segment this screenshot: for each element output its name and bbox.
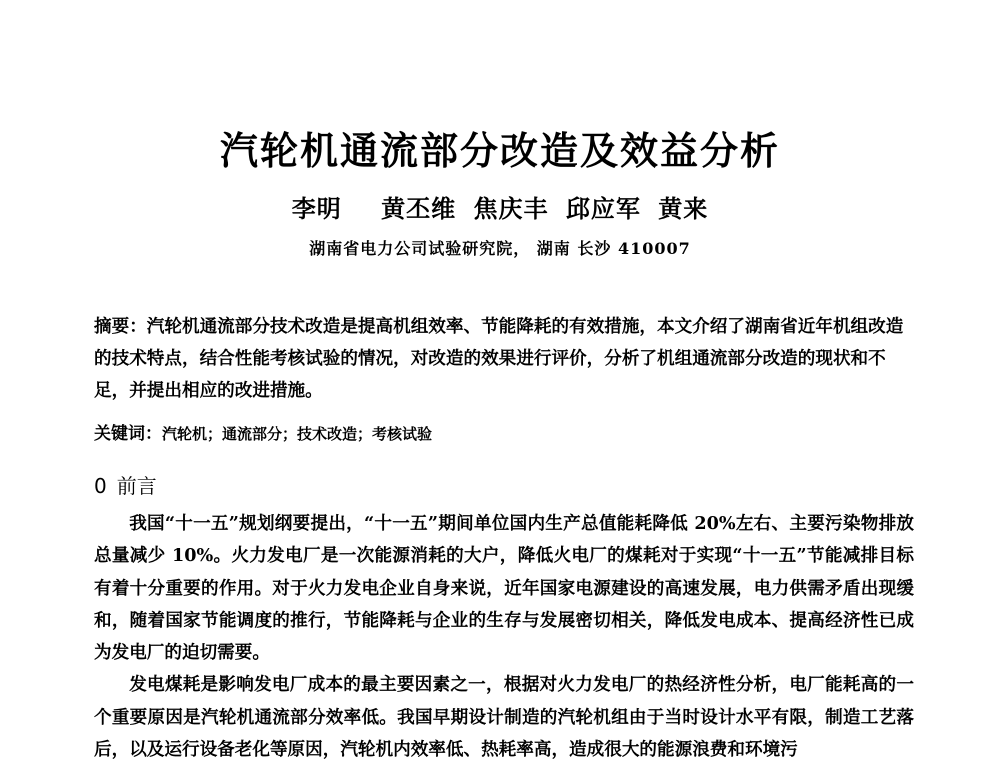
author-list (0, 192, 1000, 226)
section-number: 0 (94, 474, 107, 498)
paragraph: 我国“十一五”规划纲要提出，“十一五”期间单位国内生产总值能耗降低 20%左右、主要污染物排放总量减少 10%。火力发电厂是一次能源消耗的大户，降低火电厂的煤耗对于实现“十一五”节能减排目标有着十分重要的作用。对于火力发电企业自身来说，近年国家电源建设的高速发展，电力供需矛盾出现缓和，随着国家节能调度的推行，节能降耗与企业的生存与发展密切相关，降低发电成本、提高经济性已成为发电厂的迫切需要。 (94, 513, 914, 664)
abstract-label: 摘要： (94, 316, 147, 337)
section-heading (94, 471, 157, 501)
keywords (94, 421, 914, 447)
abstract (94, 311, 914, 407)
paper-title: 汽轮机通流部分改造及效益分析 (219, 129, 780, 173)
paragraph: 发电煤耗是影响发电厂成本的最主要因素之一，根据对火力发电厂的热经济性分析，电厂能耗高的一个重要原因是汽轮机通流部分效率低。我国早期设计制造的汽轮机组由于当时设计水平有限，制造工艺落后，以及运行设备老化等原因，汽轮机内效率低、热耗率高，造成很大的能源浪费和环境污 (94, 674, 914, 761)
abstract-text: 汽轮机通流部分技术改造是提高机组效率、节能降耗的有效措施，本文介绍了湖南省近年机组改造的技术特点，结合性能考核试验的情况，对改造的效果进行评价，分析了机组通流部分改造的现状和不足，并提出相应的改进措施。 (94, 316, 904, 401)
keywords-label: 关键词： (94, 424, 162, 444)
author: 邱应军 (565, 194, 641, 223)
author: 黄来 (658, 194, 709, 223)
author: 黄丕维 (381, 194, 457, 223)
body-text (94, 508, 914, 766)
author: 李明 (291, 194, 342, 223)
affiliation: 湖南省电力公司试验研究院， 湖南 长沙 410007 (309, 239, 691, 258)
keywords-text: 汽轮机；通流部分；技术改造；考核试验 (162, 425, 433, 443)
author: 焦庆丰 (473, 194, 549, 223)
section-title: 前言 (116, 474, 157, 498)
